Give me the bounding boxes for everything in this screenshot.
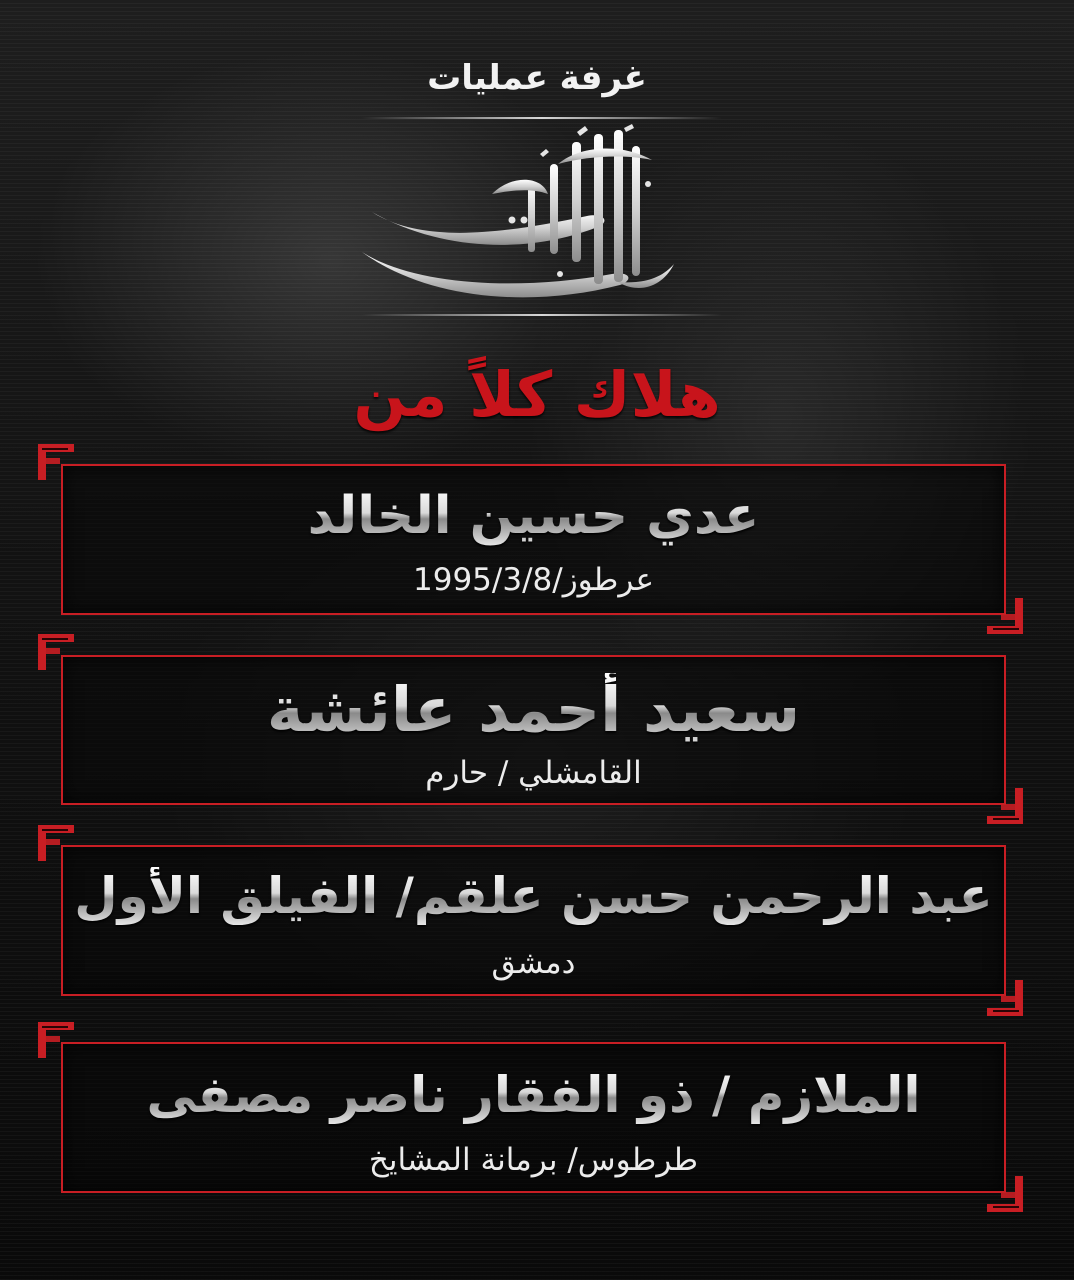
entry-card xyxy=(61,845,1006,996)
entry-name: عدي حسين الخالد xyxy=(63,486,1004,546)
operations-room-label: غرفة عمليات xyxy=(427,58,647,98)
entry-name: عبد الرحمن حسن علقم/ الفيلق الأول xyxy=(63,867,1004,925)
entry-detail: عرطوز/1995/3/8 xyxy=(413,562,654,598)
corner-ornament-icon xyxy=(987,788,1023,824)
bottom-divider xyxy=(362,314,722,316)
calligraphy-logo xyxy=(362,124,682,310)
entry-name: سعيد أحمد عائشة xyxy=(63,673,1004,746)
entry-card xyxy=(61,464,1006,615)
entry-name: الملازم / ذو الفقار ناصر مصفى xyxy=(63,1066,1004,1124)
corner-ornament-icon xyxy=(987,980,1023,1016)
entry-detail: طرطوس/ برمانة المشايخ xyxy=(368,1142,699,1178)
entry-card xyxy=(61,1042,1006,1193)
entry-detail: القامشلي / حارم xyxy=(425,755,642,791)
headline: هلاك كلاً من xyxy=(353,358,721,431)
top-divider xyxy=(362,117,722,119)
entry-detail: دمشق xyxy=(491,945,576,981)
corner-ornament-icon xyxy=(987,1176,1023,1212)
corner-ornament-icon xyxy=(987,598,1023,634)
entry-card xyxy=(61,655,1006,805)
